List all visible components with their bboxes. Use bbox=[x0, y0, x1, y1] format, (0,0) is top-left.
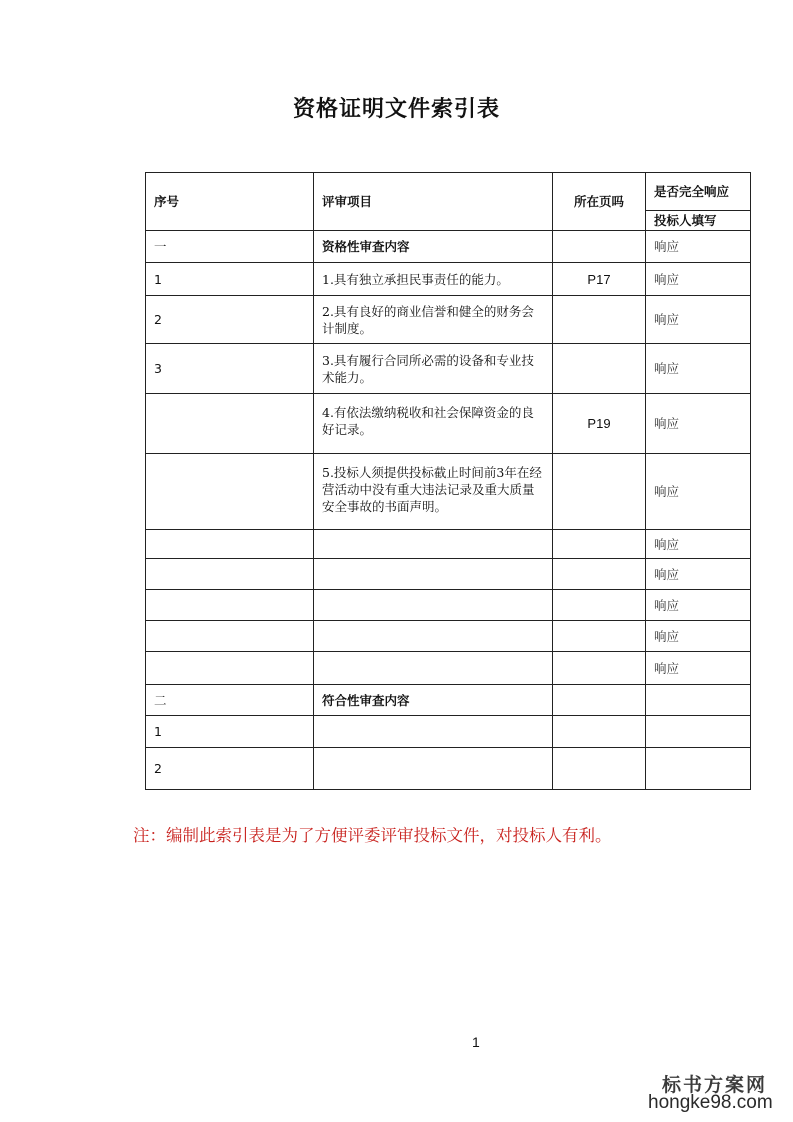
row-response: 响应 bbox=[646, 590, 751, 621]
row-response bbox=[646, 716, 751, 748]
row-no bbox=[146, 652, 314, 685]
row-no: 2 bbox=[146, 748, 314, 790]
row-item bbox=[314, 621, 553, 652]
row-no bbox=[146, 394, 314, 454]
index-table bbox=[145, 172, 751, 790]
row-no bbox=[146, 559, 314, 590]
page-number: 1 bbox=[472, 1034, 480, 1050]
row-page bbox=[553, 454, 646, 530]
page-title: 资格证明文件索引表 bbox=[292, 97, 500, 122]
table-row bbox=[146, 590, 751, 621]
header-response: 是否完全响应 bbox=[646, 173, 751, 211]
row-no: 一 bbox=[146, 231, 314, 263]
footnote: 注：编制此索引表是为了方便评委评审投标文件，对投标人有利。 bbox=[133, 826, 612, 845]
row-item: 3.具有履行合同所必需的设备和专业技术能力。 bbox=[314, 344, 553, 394]
row-response: 响应 bbox=[646, 559, 751, 590]
row-item: 资格性审查内容 bbox=[314, 231, 553, 263]
row-no bbox=[146, 621, 314, 652]
row-page bbox=[553, 748, 646, 790]
row-page bbox=[553, 231, 646, 263]
row-page bbox=[553, 652, 646, 685]
row-response bbox=[646, 748, 751, 790]
row-response: 响应 bbox=[646, 621, 751, 652]
row-response: 响应 bbox=[646, 530, 751, 559]
table-row bbox=[146, 231, 751, 263]
row-response: 响应 bbox=[646, 652, 751, 685]
row-no: 1 bbox=[146, 263, 314, 296]
row-no bbox=[146, 530, 314, 559]
table-row bbox=[146, 344, 751, 394]
row-response: 响应 bbox=[646, 394, 751, 454]
row-page bbox=[553, 685, 646, 716]
row-page bbox=[553, 621, 646, 652]
row-item: 符合性审查内容 bbox=[314, 685, 553, 716]
row-no: 二 bbox=[146, 685, 314, 716]
row-no bbox=[146, 454, 314, 530]
row-page bbox=[553, 559, 646, 590]
row-page bbox=[553, 344, 646, 394]
row-item: 2.具有良好的商业信誉和健全的财务会计制度。 bbox=[314, 296, 553, 344]
table-row bbox=[146, 530, 751, 559]
row-item bbox=[314, 652, 553, 685]
row-item bbox=[314, 530, 553, 559]
row-no bbox=[146, 590, 314, 621]
row-page: P17 bbox=[553, 263, 646, 296]
row-page bbox=[553, 590, 646, 621]
header-no: 序号 bbox=[146, 173, 314, 231]
row-page bbox=[553, 716, 646, 748]
table-row bbox=[146, 263, 751, 296]
row-response: 响应 bbox=[646, 454, 751, 530]
row-response: 响应 bbox=[646, 231, 751, 263]
table-row bbox=[146, 748, 751, 790]
table-row bbox=[146, 652, 751, 685]
watermark-en: hongke98.com bbox=[648, 1092, 773, 1113]
row-page: P19 bbox=[553, 394, 646, 454]
table-row bbox=[146, 621, 751, 652]
row-item bbox=[314, 559, 553, 590]
row-item: 4.有依法缴纳税收和社会保障资金的良好记录。 bbox=[314, 394, 553, 454]
row-no: 2 bbox=[146, 296, 314, 344]
row-item: 1.具有独立承担民事责任的能力。 bbox=[314, 263, 553, 296]
table-row bbox=[146, 559, 751, 590]
row-no: 1 bbox=[146, 716, 314, 748]
row-response: 响应 bbox=[646, 263, 751, 296]
row-item: 5.投标人须提供投标截止时间前3年在经营活动中没有重大违法记录及重大质量安全事故的书面声明。 bbox=[314, 454, 553, 530]
table-row bbox=[146, 716, 751, 748]
row-page bbox=[553, 530, 646, 559]
row-item bbox=[314, 590, 553, 621]
row-response: 响应 bbox=[646, 344, 751, 394]
row-item bbox=[314, 748, 553, 790]
row-no: 3 bbox=[146, 344, 314, 394]
row-page bbox=[553, 296, 646, 344]
table-row bbox=[146, 685, 751, 716]
header-bidder-fill: 投标人填写 bbox=[646, 211, 751, 231]
row-response bbox=[646, 685, 751, 716]
header-item: 评审项目 bbox=[314, 173, 553, 231]
table-row bbox=[146, 454, 751, 530]
row-response: 响应 bbox=[646, 296, 751, 344]
header-page: 所在页吗 bbox=[553, 173, 646, 231]
table-row bbox=[146, 296, 751, 344]
row-item bbox=[314, 716, 553, 748]
table-row bbox=[146, 394, 751, 454]
watermark-cn: 标书方案网 bbox=[662, 1074, 768, 1096]
